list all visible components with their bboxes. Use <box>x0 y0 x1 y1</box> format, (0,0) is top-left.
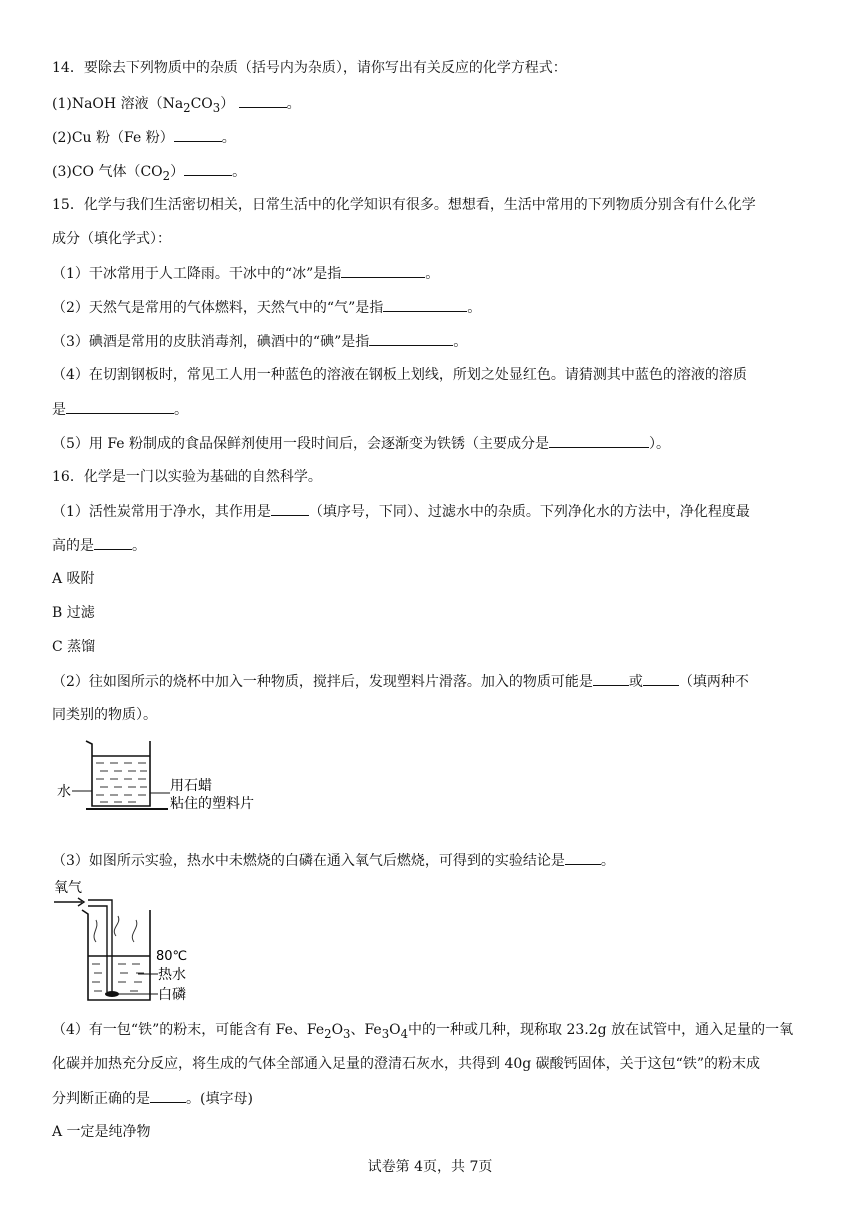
q15-item-5: （5）用 Fe 粉制成的食品保鲜剂使用一段时间后，会逐渐变为铁锈（主要成分是 ）。 <box>52 433 670 454</box>
q15-item-4-line1: （4）在切割钢板时，常见工人用一种蓝色的溶液在钢板上划线，所划之处显红色。请猜测其中蓝色的溶液的溶质 <box>52 367 747 383</box>
q16-part2-line2: 同类别的物质）。 <box>52 707 157 723</box>
option-a-part4: A 一定是纯净物 <box>52 1124 151 1140</box>
oxygen-label: 氧气 <box>54 880 82 896</box>
answer-blank[interactable] <box>150 1088 186 1103</box>
paraffin-label: 用石蜡 <box>170 778 212 794</box>
white-phosphorus-label: 白磷 <box>158 987 186 1003</box>
q16-part4-line1: （4）有一包“铁”的粉末，可能含有 Fe、$Fe_2O_3$、$Fe_3O_4$中的一种或几种，现称取 23.2g 放在试管中，通入足量的一氧 <box>52 1022 794 1041</box>
answer-blank[interactable] <box>341 263 425 278</box>
q15-stem-line1: 15．化学与我们生活密切相关，日常生活中的化学知识有很多。想想看，生活中常用的下列物质分别含有什么化学 <box>52 197 756 213</box>
q15-item-4-line2: 是 。 <box>52 399 188 420</box>
white-phosphorus <box>105 991 119 997</box>
q16-part1-line2: 高的是 。 <box>52 535 146 556</box>
answer-blank[interactable] <box>174 127 222 142</box>
answer-blank[interactable] <box>184 161 232 176</box>
option-c: C 蒸馏 <box>52 639 96 655</box>
answer-blank[interactable] <box>369 331 453 346</box>
q16-part1-line1: （1）活性炭常用于净水，其作用是 （填序号，下同）、过滤水中的杂质。下列净化水的方法中，净化程度最 <box>52 501 750 522</box>
beaker-figure <box>52 738 292 816</box>
water-label: 水 <box>57 784 71 800</box>
q16-part3: （3）如图所示实验，热水中未燃烧的白磷在通入氧气后燃烧，可得到的实验结论是 。 <box>52 850 615 871</box>
q15-item-1: （1）干冰常用于人工降雨。干冰中的“冰”是指 。 <box>52 263 439 284</box>
water-hatch <box>96 763 147 802</box>
plastic-sheet-label: 粘住的塑料片 <box>170 796 254 812</box>
answer-blank[interactable] <box>549 433 649 448</box>
q14-item-1: (1)NaOH 溶液$(Na_2CO_3)$ 。 <box>52 93 301 118</box>
q16-part2-line1: （2）往如图所示的烧杯中加入一种物质，搅拌后，发现塑料片滑落。加入的物质可能是 或 （填两种不 <box>52 671 749 692</box>
answer-blank[interactable] <box>66 399 174 414</box>
q14-item-3: (3)CO 气体$(CO_2)$ 。 <box>52 161 246 186</box>
beaker-outline <box>82 910 150 1000</box>
answer-blank[interactable] <box>271 501 309 516</box>
answer-blank[interactable] <box>94 535 132 550</box>
answer-blank[interactable] <box>239 93 287 108</box>
page-footer: 试卷第 4页，共 7页 <box>367 1159 493 1175</box>
answer-blank[interactable] <box>383 297 467 312</box>
hot-water-label: 热水 <box>158 967 186 983</box>
water-hatch <box>92 964 144 991</box>
q14-stem: 14．要除去下列物质中的杂质（括号内为杂质），请你写出有关反应的化学方程式： <box>52 60 567 76</box>
answer-blank[interactable] <box>593 671 629 686</box>
q15-item-3: （3）碘酒是常用的皮肤消毒剂，碘酒中的“碘”是指 。 <box>52 331 467 352</box>
q16-part4-line3: 分判断正确的是 。(填字母) <box>52 1088 253 1109</box>
q16-stem: 16．化学是一门以实验为基础的自然科学。 <box>52 469 322 485</box>
beaker-outline <box>86 741 150 806</box>
white-phosphorus-figure <box>52 876 212 1006</box>
q15-stem-line2: 成分（填化学式）： <box>52 231 171 247</box>
option-b: B 过滤 <box>52 605 95 621</box>
temperature-label: 80℃ <box>156 949 188 964</box>
q15-item-2: （2）天然气是常用的气体燃料，天然气中的“气”是指 。 <box>52 297 481 318</box>
option-a: A 吸附 <box>52 571 95 587</box>
gas-tube <box>88 900 112 994</box>
answer-blank[interactable] <box>565 850 601 865</box>
q16-part4-line2: 化碳并加热充分反应，将生成的气体全部通入足量的澄清石灰水，共得到 40g 碳酸钙固体，关于这包“铁”的粉末成 <box>52 1056 760 1072</box>
answer-blank[interactable] <box>643 671 679 686</box>
q14-item-2: (2)Cu 粉（Fe 粉） 。 <box>52 127 236 148</box>
